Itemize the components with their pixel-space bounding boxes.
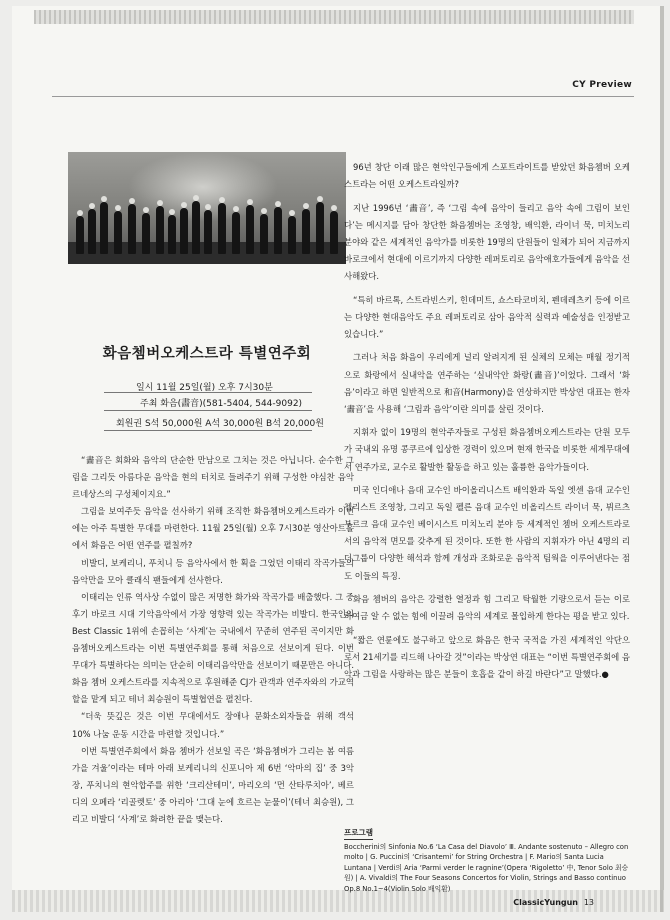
paragraph: “짧은 연륜에도 불구하고 앞으로 화음은 한국 국적을 가진 세계적인 악단으로서 21세기를 리드해 나아갈 것”이라는 박상연 대표는 “이번 특별연주회에 음악과 그림을 사랑하는 많은 분들이 호흡을 같이 하길 바란다”고 말했다.● (344, 634, 630, 680)
performer-silhouette (316, 202, 324, 254)
performer-silhouette (204, 210, 212, 254)
paragraph: 지휘자 없이 19명의 현악주자들로 구성된 화음쳄버오케스트라는 단원 모두가 국내외 유명 콩쿠르에 입상한 경력이 있으며 현재 한국을 비롯한 세계무대에서 연주가로, 교수로 활발한 활동을 하고 있는 훌륭한 음악가들이다. (344, 427, 630, 472)
performer-silhouette (114, 211, 122, 254)
performer-silhouette (76, 216, 84, 254)
scan-edge-top (34, 10, 634, 24)
performer-silhouette (232, 212, 240, 254)
article-left-column (72, 452, 354, 828)
concert-host: 주최 화음(畵音)(581-5404, 544-9092) (140, 399, 303, 409)
performer-silhouette (218, 203, 226, 254)
article-right-column (344, 159, 630, 690)
program-text: Boccherini의 Sinfonia No.6 ‘La Casa del Diavolo’ Ⅲ. Andante sostenuto – Allegro con molto | G. Puccini의 ‘Crisantemi’ for String Orchestra | F. Mario의 Santa Lucia Luntana | Verdi의 Aria ‘Parmi verder le ragnine’(Opera ‘Rigoletto’ 中, Tenor Solo 최승원) | A. Vivaldi의 The Four Seasons Concertos for Violin, Strings and Basso continuo Op.8 No.1~4(Violin Solo 배익환) (344, 842, 629, 893)
ticket-prices: 회원권 S석 50,000원 A석 30,000원 B석 20,000원 (116, 419, 324, 429)
performer-silhouette (180, 208, 188, 254)
paragraph: “畵音은 회화와 음악의 단순한 만남으로 그치는 것은 아닙니다. 순수한 그림을 그리듯 아름다운 음악을 현의 터치로 들려주기 위해 구성한 야심찬 음악 르네상스의 구성체이지요.” (72, 455, 354, 500)
header-rule (52, 96, 634, 97)
paragraph: “특히 바르톡, 스트라빈스키, 힌데미트, 쇼스타코비치, 펜데레츠키 등에 이르는 다양한 현대음악도 주요 레퍼토리로 삼아 음악적 실력과 예술성을 인정받고 있습니다.” (344, 294, 630, 339)
paragraph: 미국 인디애나 음대 교수인 바이올리니스트 배익환과 독일 엣센 음대 교수인 첼리스트 조영창, 그리고 독일 펠른 음대 교수인 비올리스트 라이너 묵, 뷔르츠부르크 음대 교수인 베이시스트 미치노리 분야 등 세계적인 쳄버 오케스트라로서의 음악적 면모를 갖추게 된 것이다. 또한 한 사람의 지휘자가 아닌 4명의 리더그룹이 다양한 해석과 함께 개성과 조화로운 음악적 팀웍을 이루어낸다는 점도 이들의 특징. (344, 485, 630, 581)
performer-silhouette (274, 207, 282, 254)
performer-silhouette (330, 211, 338, 254)
paragraph: 이태리는 인류 역사상 수없이 많은 저명한 화가와 작곡가를 배출했다. 그 중 후기 바로크 시대 기악음악에서 가장 영향력 있는 작곡가는 비발디. 한국인의 Best Classic 1위에 손꼽히는 ‘사계’는 국내에서 꾸준히 연주된 곡이지만 화음쳄버오케스트라는 이번 특별연주회를 통해 처음으로 선보이게 된다. 이번 무대가 특별하다는 의미는 단순히 이태리음악만을 선보이기 때문만은 아니다. 화음 쳄버 오케스트라를 지속적으로 후원해준 CJ가 관객과 연주자와의 가교역할을 맡게 되고 테너 최승원이 특별협연을 펼친다. (72, 591, 354, 705)
performer-silhouette (88, 209, 96, 254)
performer-silhouette (168, 215, 176, 254)
orchestra-photo (68, 152, 346, 264)
performer-silhouette (156, 206, 164, 254)
info-divider (104, 430, 312, 431)
paragraph: 지난 1996년 ‘畵音’, 즉 ‘그림 속에 음악이 들리고 음악 속에 그림이 보인다’는 메시지를 담아 창단한 화음쳄버는 조영창, 배익환, 라이너 묵, 미치노리 분야와 같은 세계적인 음악가를 비롯한 19명의 단원들이 일체가 되어 지금까지 바로크에서 현대에 이르기까지 다양한 레퍼토리로 음악애호가들에게 음악을 선사해왔다. (344, 202, 630, 282)
performer-silhouette (302, 209, 310, 254)
paragraph: 이번 특별연주회에서 화음 쳄버가 선보일 곡은 ‘화음쳄버가 그리는 봄 여름 가을 겨울’이라는 테마 아래 보케리니의 신포니아 제 6번 ‘악마의 집’ 중 3악장, 푸치니의 현악합주를 위한 ‘크리산테미’, 마리오의 ‘먼 산타루치아’, 베르디의 오페라 ‘리골렛토’ 중 아리아 ‘그대 눈에 흐르는 눈물이’(테너 최승원), 그리고 비발디 ‘사계’로 화려한 끝을 맺는다. (72, 745, 354, 824)
page-footer (513, 898, 594, 907)
program-label: 프로그램 (344, 828, 373, 840)
performer-silhouette (128, 204, 136, 254)
info-divider (104, 410, 312, 411)
section-tag: CY Preview (572, 80, 632, 90)
magazine-page (12, 6, 664, 912)
performer-silhouette (246, 205, 254, 254)
concert-datetime: 일시 11월 25일(월) 오후 7시30분 (136, 383, 273, 393)
performer-silhouette (260, 214, 268, 254)
performer-silhouette (192, 201, 200, 254)
scan-edge-right (660, 6, 664, 912)
page-number: 13 (583, 898, 594, 907)
stage-light (128, 152, 278, 222)
paragraph: 그러나 처음 화음이 우리에게 널리 알려지게 된 실체의 모체는 매월 정기적으로 화랑에서 실내악을 연주하는 ‘실내악안 화랑(畵音)’이었다. 그래서 ‘화음’이라고 하면 일반적으로 和音(Harmony)을 연상하지만 박상연 대표는 한자 ‘畵音’을 사용해 ‘그림과 음악’이란 의미를 살린 것이다. (344, 352, 630, 414)
program-box (344, 828, 632, 894)
performer-silhouette (288, 216, 296, 254)
concert-title: 화음쳄버오케스트라 특별연주회 (102, 346, 312, 362)
performer-silhouette (142, 213, 150, 254)
paragraph: 비발디, 보케리니, 푸치니 등 음악사에서 한 획을 그었던 이태리 작곡가들의 음악만을 모아 클래식 팬들에게 선사한다. (72, 557, 354, 585)
paragraph: 화음 쳄버의 음악은 강렬한 열정과 힘 그리고 탁월한 기량으로서 듣는 이로 하여금 알 수 없는 힘에 이끌려 음악의 세계로 몰입하게 한다는 평을 받고 있다. (344, 594, 630, 622)
paragraph: “더욱 뜻깊은 것은 이번 무대에서도 장애나 문화소외자들을 위해 객석 10% 나눔 운동 시간을 마련할 것입니다.” (72, 711, 354, 739)
paragraph: 96년 창단 이래 많은 현악인구들에게 스포트라이트를 받았던 화음쳄버 오케스트라는 어떤 오케스트라일까? (344, 162, 630, 190)
paragraph: 그림을 보여주듯 음악을 선사하기 위해 조직한 화음쳄버오케스트라가 이번에는 아주 특별한 무대를 마련한다. 11월 25일(월) 오후 7시30분 영산아트홀에서 화음은 어떤 연주를 펼칠까? (72, 506, 354, 551)
performer-silhouette (100, 202, 108, 254)
magazine-name: ClassicYungun (513, 898, 579, 907)
info-divider (104, 392, 312, 393)
